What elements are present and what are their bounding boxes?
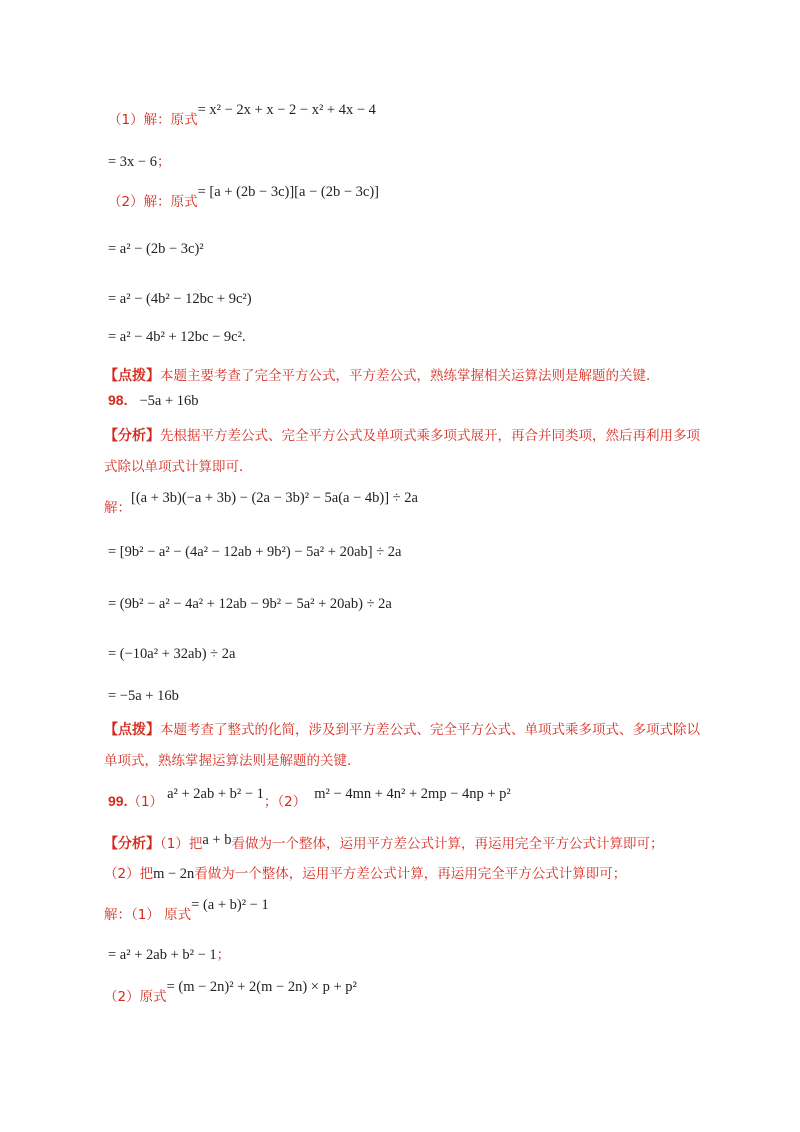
math-expression: = a² − (2b − 3c)² bbox=[108, 241, 204, 257]
math-expression: = (m − 2n)² + 2(m − 2n) × p + p² bbox=[166, 979, 357, 995]
solve-line-1 bbox=[104, 486, 418, 516]
tip-text: 本题考查了整式的化简，涉及到平方差公式、完全平方公式、单项式乘多项式、多项式除以 bbox=[160, 722, 700, 738]
answer-expression: m² − 4mn + 4n² + 2mp − 4np + p² bbox=[314, 786, 511, 802]
analysis-tag: 【分析】 bbox=[104, 427, 160, 443]
math-expression: = a² + 2ab + b² − 1 bbox=[108, 947, 217, 963]
answer-expression: −5a + 16b bbox=[139, 393, 199, 409]
analysis-line-1 bbox=[104, 832, 663, 853]
math-expression: = a² − (4b² − 12bc + 9c²) bbox=[108, 291, 252, 307]
result-line-2 bbox=[104, 975, 357, 1005]
math-expression: [(a + 3b)(−a + 3b) − (2a − 3b)² − 5a(a − 4b)] ÷ 2a bbox=[131, 490, 418, 506]
solve-label: 解： bbox=[104, 500, 131, 516]
tip-line-1 bbox=[104, 718, 700, 739]
tip-text: 单项式，熟练掌握运算法则是解题的关键． bbox=[104, 753, 361, 769]
solution-line-5 bbox=[108, 290, 252, 308]
math-expression: = [9b² − a² − (4a² − 12ab + 9b²) − 5a² + 20ab] ÷ 2a bbox=[108, 544, 402, 560]
tip-line-2 bbox=[104, 749, 361, 769]
math-expression: = (−10a² + 32ab) ÷ 2a bbox=[108, 646, 236, 662]
part-label: （2）解：原式 bbox=[108, 194, 198, 210]
solve-line-1 bbox=[104, 893, 269, 923]
question-99-header bbox=[108, 782, 511, 810]
punctuation: ； bbox=[216, 947, 231, 963]
solve-line-4 bbox=[108, 645, 235, 663]
solution-line-1 bbox=[108, 98, 376, 128]
math-expression: = x² − 2x + x − 2 − x² + 4x − 4 bbox=[197, 102, 376, 118]
solution-line-3 bbox=[108, 180, 379, 210]
tip-line bbox=[104, 364, 660, 385]
math-expression: = a² − 4b² + 12bc − 9c² bbox=[108, 329, 242, 345]
math-variable: a + b bbox=[202, 832, 232, 848]
analysis-text: （1）把 bbox=[160, 836, 203, 852]
part-label: （2）原式 bbox=[104, 989, 167, 1005]
analysis-tag: 【分析】 bbox=[104, 835, 160, 851]
separator: ；（2） bbox=[263, 794, 307, 810]
analysis-line-1 bbox=[104, 424, 700, 445]
solution-line-2 bbox=[108, 150, 170, 171]
solve-line-3 bbox=[108, 595, 392, 613]
answer-expression: a² + 2ab + b² − 1 bbox=[167, 786, 264, 802]
tip-tag: 【点拨】 bbox=[104, 367, 160, 383]
question-98-header bbox=[108, 392, 199, 410]
analysis-text: 看做为一个整体，运用平方差公式计算，再运用完全平方公式计算即可； bbox=[194, 866, 627, 882]
analysis-text: 式除以单项式计算即可． bbox=[104, 459, 253, 475]
punctuation: ； bbox=[156, 154, 171, 170]
math-expression: = (9b² − a² − 4a² + 12ab − 9b² − 5a² + 20ab) ÷ 2a bbox=[108, 596, 392, 612]
result-line-1 bbox=[108, 943, 230, 964]
question-number: 99. bbox=[108, 793, 128, 809]
math-expression: = (a + b)² − 1 bbox=[191, 897, 269, 913]
solution-line-4 bbox=[108, 240, 204, 258]
tip-text: 本题主要考查了完全平方公式，平方差公式，熟练掌握相关运算法则是解题的关键． bbox=[160, 368, 660, 384]
analysis-line-2 bbox=[104, 455, 253, 475]
analysis-line-2 bbox=[104, 862, 626, 883]
math-variable: m − 2n bbox=[153, 866, 195, 882]
question-number: 98. bbox=[108, 392, 128, 408]
math-expression: = 3x − 6 bbox=[108, 154, 157, 170]
solve-line-2 bbox=[108, 543, 402, 561]
solution-line-6 bbox=[108, 328, 246, 346]
analysis-text: （2）把 bbox=[104, 866, 154, 882]
part-label: （1） bbox=[127, 794, 164, 810]
solve-label: 解：（1） 原式 bbox=[104, 907, 192, 923]
punctuation: . bbox=[241, 329, 246, 345]
part-label: （1）解：原式 bbox=[108, 112, 198, 128]
analysis-text: 先根据平方差公式、完全平方公式及单项式乘多项式展开，再合并同类项，然后再利用多项 bbox=[160, 428, 700, 444]
math-expression: = −5a + 16b bbox=[108, 688, 179, 704]
math-expression: = [a + (2b − 3c)][a − (2b − 3c)] bbox=[197, 184, 379, 200]
solve-line-5 bbox=[108, 687, 179, 705]
tip-tag: 【点拨】 bbox=[104, 721, 160, 737]
analysis-text: 看做为一个整体，运用平方差公式计算，再运用完全平方公式计算即可； bbox=[231, 836, 664, 852]
